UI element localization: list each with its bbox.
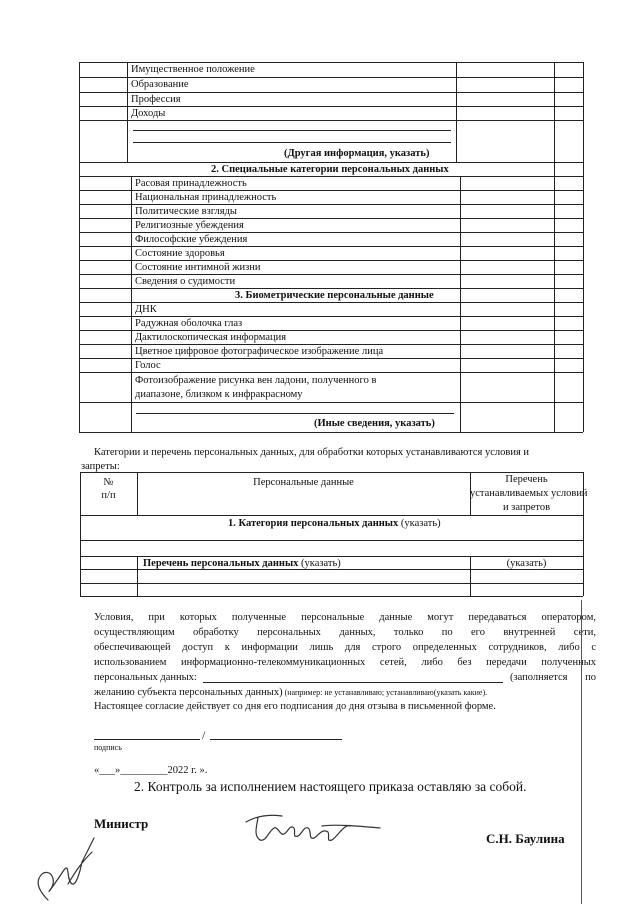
section2-title: 2. Специальные категории персональных данных	[211, 164, 449, 175]
conditions-line4: использованием информационно-телекоммуникационных сетей, либо без передачи полученных	[94, 657, 596, 668]
list-heading-bold: Перечень персональных данных	[143, 558, 299, 569]
conditions-line5-end: (заполняется по	[510, 672, 596, 683]
order-item-2: 2. Контроль за исполнением настоящего приказа оставляю за собой.	[134, 779, 527, 794]
category-heading-bold: 1. Категория персональных данных	[228, 518, 399, 529]
table-rule	[80, 472, 583, 473]
row-palm-veins-line2: диапазоне, близком к инфракрасному	[135, 389, 303, 400]
fill-in-line	[136, 413, 454, 414]
category-heading-rest: (указать)	[398, 518, 441, 529]
row-dna: ДНК	[135, 304, 157, 315]
row-philosophical-beliefs: Философские убеждения	[135, 234, 248, 245]
table-rule	[80, 540, 583, 541]
row-race: Расовая принадлежность	[135, 178, 247, 189]
conditions-specify: (указать)	[506, 558, 547, 569]
row-political-views: Политические взгляды	[135, 206, 237, 217]
row-fingerprints: Дактилоскопическая информация	[135, 332, 287, 343]
table-rule	[79, 106, 583, 107]
name-line	[210, 739, 342, 740]
table-rule	[79, 330, 583, 331]
minister-signature	[238, 806, 388, 851]
row-education: Образование	[131, 79, 189, 90]
row-health: Состояние здоровья	[135, 248, 225, 259]
minister-name: С.Н. Баулина	[486, 831, 565, 846]
table-rule	[79, 246, 583, 247]
minister-title: Министр	[94, 816, 149, 831]
table-rule	[80, 583, 583, 584]
categories-intro-line1: Категории и перечень персональных данных, для обработки которых устанавливаются условия и	[94, 447, 530, 458]
table-rule	[79, 288, 583, 289]
signature-caption: подпись	[94, 743, 122, 752]
other-details-label: (Иные сведения, указать)	[314, 418, 435, 429]
col-personal-data-header: Персональные данные	[253, 477, 354, 488]
scan-edge-line	[581, 600, 582, 904]
table-rule	[79, 190, 583, 191]
categories-intro-line2: запреты:	[81, 461, 120, 472]
section3-title: 3. Биометрические персональные данные	[235, 290, 434, 301]
row-intimate-life: Состояние интимной жизни	[135, 262, 261, 273]
signature-line	[94, 739, 200, 740]
table-rule	[79, 204, 583, 205]
category-heading	[228, 518, 441, 530]
signature-slash: /	[202, 728, 206, 742]
table-col-divider	[554, 62, 555, 432]
fill-in-line	[133, 130, 451, 131]
conditions-line3: обеспечивающей доступ к информации лишь для строго определенных сотрудников, либо с	[94, 642, 596, 653]
table-rule	[79, 77, 583, 78]
col-conditions-line2: устанавливаемых условий	[470, 488, 588, 499]
table-rule	[79, 432, 583, 433]
col-conditions-line3: и запретов	[502, 502, 551, 513]
row-religious-beliefs: Религиозные убеждения	[135, 220, 244, 231]
row-income: Доходы	[131, 108, 166, 119]
fill-in-line	[133, 142, 451, 143]
conditions-line1: Условия, при которых полученные персональные данные могут передаваться оператором,	[94, 612, 596, 623]
row-property-status: Имущественное положение	[131, 64, 255, 75]
table-rule	[79, 372, 583, 373]
fill-in-line	[203, 682, 503, 683]
col-number-line1: №	[103, 477, 114, 488]
table-rule	[79, 218, 583, 219]
table-rule	[79, 92, 583, 93]
table-rule	[79, 120, 583, 121]
row-profession: Профессия	[131, 94, 181, 105]
date-line: «___»_________2022 г. ».	[94, 765, 208, 776]
conditions-line6-main: желанию субъекта персональных данных)	[94, 687, 283, 698]
row-voice: Голос	[135, 360, 161, 371]
table-rule	[79, 302, 583, 303]
col-number-line2: п/п	[101, 490, 116, 501]
row-palm-veins-line1: Фотоизображение рисунка вен ладони, полученного в	[135, 375, 377, 386]
table-rule	[79, 358, 583, 359]
row-criminal-record: Сведения о судимости	[135, 276, 236, 287]
table-rule	[79, 162, 583, 163]
conditions-line2: осуществляющим обработку персональных данных, только по его внутренней сети,	[94, 627, 596, 638]
table-rule	[80, 596, 583, 597]
list-heading	[143, 558, 341, 570]
table-border-left	[79, 62, 80, 432]
table-border-right	[583, 62, 584, 432]
other-info-label: (Другая информация, указать)	[284, 148, 430, 159]
table-rule	[79, 316, 583, 317]
table-rule	[79, 176, 583, 177]
conditions-line6-small: (например: не устанавливаю; устанавливаю(указать какие).	[282, 688, 488, 697]
table-rule	[79, 274, 583, 275]
table-rule	[80, 556, 583, 557]
table-col-divider	[460, 176, 461, 432]
table-rule	[79, 402, 583, 403]
table-rule	[79, 344, 583, 345]
table-col-divider	[137, 556, 138, 596]
table-rule	[79, 232, 583, 233]
table-rule	[79, 62, 583, 63]
table-rule	[80, 515, 583, 516]
row-nationality: Национальная принадлежность	[135, 192, 277, 203]
validity-statement: Настоящее согласие действует со дня его подписания до дня отзыва в письменной форме.	[94, 701, 496, 712]
row-iris: Радужная оболочка глаз	[135, 318, 243, 329]
approval-initials	[20, 832, 110, 904]
col-conditions-line1: Перечень	[505, 474, 548, 485]
table-rule	[79, 260, 583, 261]
row-face-photo: Цветное цифровое фотографическое изображение лица	[135, 346, 384, 357]
table-col-divider	[131, 176, 132, 432]
list-heading-rest: (указать)	[298, 558, 341, 569]
conditions-line5-start: персональных данных:	[94, 672, 197, 683]
